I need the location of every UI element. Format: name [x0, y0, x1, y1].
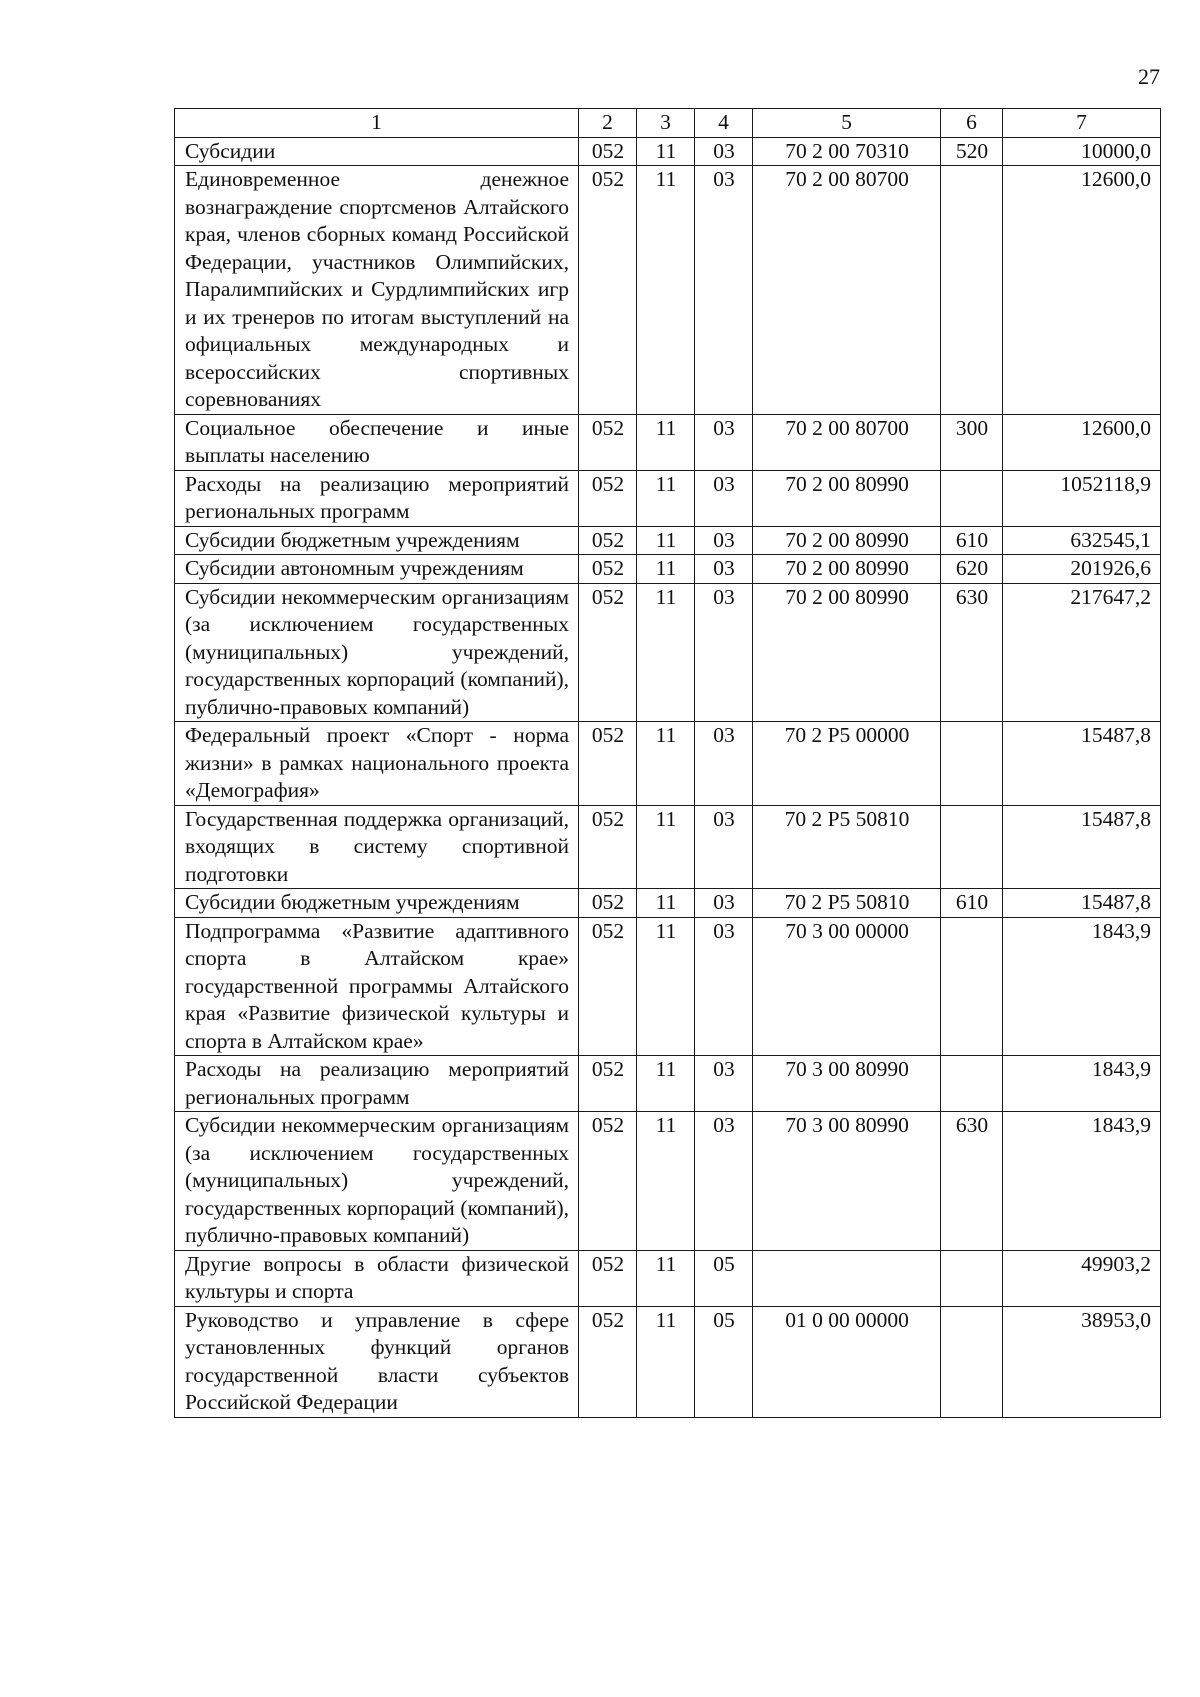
- row-vr-cell: 610: [941, 526, 1003, 555]
- row-ved-cell: 052: [579, 1306, 637, 1417]
- row-name-cell: Федеральный проект «Спорт - норма жизни» в рамках национального проекта «Демография»: [175, 722, 579, 806]
- row-csr-cell: [753, 1250, 941, 1306]
- row-csr-cell: 70 2 P5 50810: [753, 889, 941, 918]
- row-rz-cell: 11: [637, 1112, 695, 1251]
- row-csr-cell: 70 3 00 00000: [753, 917, 941, 1056]
- row-csr-cell: 70 3 00 80990: [753, 1056, 941, 1112]
- row-amount-cell: 12600,0: [1003, 166, 1161, 415]
- header-cell-3: 3: [637, 109, 695, 138]
- table-row: [175, 1250, 1161, 1306]
- row-pr-cell: 05: [695, 1250, 753, 1306]
- row-ved-cell: 052: [579, 1056, 637, 1112]
- row-vr-cell: 630: [941, 1112, 1003, 1251]
- table-row: [175, 722, 1161, 806]
- row-rz-cell: 11: [637, 805, 695, 889]
- row-ved-cell: 052: [579, 526, 637, 555]
- header-row: [175, 109, 1161, 138]
- row-rz-cell: 11: [637, 917, 695, 1056]
- row-vr-cell: [941, 722, 1003, 806]
- row-rz-cell: 11: [637, 889, 695, 918]
- row-pr-cell: 03: [695, 1112, 753, 1251]
- row-amount-cell: 1843,9: [1003, 1112, 1161, 1251]
- row-pr-cell: 03: [695, 414, 753, 470]
- row-rz-cell: 11: [637, 1250, 695, 1306]
- row-csr-cell: 70 2 P5 00000: [753, 722, 941, 806]
- row-csr-cell: 01 0 00 00000: [753, 1306, 941, 1417]
- table-row: [175, 470, 1161, 526]
- row-name-cell: Руководство и управление в сфере установленных функций органов государственной власти субъектов Российской Федерации: [175, 1306, 579, 1417]
- row-amount-cell: 1843,9: [1003, 917, 1161, 1056]
- row-pr-cell: 03: [695, 1056, 753, 1112]
- row-vr-cell: 610: [941, 889, 1003, 918]
- row-amount-cell: 38953,0: [1003, 1306, 1161, 1417]
- row-rz-cell: 11: [637, 722, 695, 806]
- row-csr-cell: 70 2 00 80700: [753, 414, 941, 470]
- row-ved-cell: 052: [579, 470, 637, 526]
- row-pr-cell: 03: [695, 805, 753, 889]
- row-name-cell: Социальное обеспечение и иные выплаты населению: [175, 414, 579, 470]
- row-vr-cell: 630: [941, 583, 1003, 722]
- row-pr-cell: 03: [695, 137, 753, 166]
- table-row: [175, 917, 1161, 1056]
- row-name-cell: Единовременное денежное вознаграждение спортсменов Алтайского края, членов сборных команд Российской Федерации, участников Олимпийских, Паралимпийских и Сурдлимпийских игр и их тренеров по итогам выступлений на официальных международных и всероссийских спортивных соревнованиях: [175, 166, 579, 415]
- row-amount-cell: 15487,8: [1003, 889, 1161, 918]
- row-pr-cell: 03: [695, 526, 753, 555]
- row-amount-cell: 201926,6: [1003, 555, 1161, 584]
- row-vr-cell: [941, 805, 1003, 889]
- row-amount-cell: 15487,8: [1003, 722, 1161, 806]
- row-rz-cell: 11: [637, 166, 695, 415]
- row-name-cell: Другие вопросы в области физической культуры и спорта: [175, 1250, 579, 1306]
- row-ved-cell: 052: [579, 889, 637, 918]
- row-name-cell: Субсидии автономным учреждениям: [175, 555, 579, 584]
- row-ved-cell: 052: [579, 166, 637, 415]
- row-vr-cell: [941, 470, 1003, 526]
- header-cell-1: 1: [175, 109, 579, 138]
- row-rz-cell: 11: [637, 137, 695, 166]
- budget-table: [174, 108, 1161, 1418]
- header-cell-6: 6: [941, 109, 1003, 138]
- row-vr-cell: [941, 1056, 1003, 1112]
- table-row: [175, 137, 1161, 166]
- row-amount-cell: 1052118,9: [1003, 470, 1161, 526]
- row-ved-cell: 052: [579, 1112, 637, 1251]
- row-name-cell: Субсидии некоммерческим организациям (за исключением государственных (муниципальных) учреждений, государственных корпораций (компаний), публично-правовых компаний): [175, 583, 579, 722]
- row-csr-cell: 70 2 P5 50810: [753, 805, 941, 889]
- header-cell-2: 2: [579, 109, 637, 138]
- row-pr-cell: 03: [695, 889, 753, 918]
- row-vr-cell: 300: [941, 414, 1003, 470]
- table-body: [175, 137, 1161, 1417]
- row-pr-cell: 05: [695, 1306, 753, 1417]
- row-rz-cell: 11: [637, 1056, 695, 1112]
- table-row: [175, 583, 1161, 722]
- row-ved-cell: 052: [579, 722, 637, 806]
- row-name-cell: Подпрограмма «Развитие адаптивного спорта в Алтайском крае» государственной программы Алтайского края «Развитие физической культуры и спорта в Алтайском крае»: [175, 917, 579, 1056]
- row-csr-cell: 70 2 00 80990: [753, 583, 941, 722]
- row-vr-cell: 520: [941, 137, 1003, 166]
- row-csr-cell: 70 2 00 80990: [753, 526, 941, 555]
- header-cell-7: 7: [1003, 109, 1161, 138]
- row-ved-cell: 052: [579, 414, 637, 470]
- row-rz-cell: 11: [637, 555, 695, 584]
- row-pr-cell: 03: [695, 555, 753, 584]
- row-amount-cell: 217647,2: [1003, 583, 1161, 722]
- row-csr-cell: 70 2 00 70310: [753, 137, 941, 166]
- row-rz-cell: 11: [637, 1306, 695, 1417]
- row-name-cell: Субсидии: [175, 137, 579, 166]
- row-csr-cell: 70 3 00 80990: [753, 1112, 941, 1251]
- table-row: [175, 889, 1161, 918]
- row-ved-cell: 052: [579, 583, 637, 722]
- header-cell-5: 5: [753, 109, 941, 138]
- row-amount-cell: 12600,0: [1003, 414, 1161, 470]
- row-rz-cell: 11: [637, 470, 695, 526]
- row-name-cell: Субсидии бюджетным учреждениям: [175, 526, 579, 555]
- row-pr-cell: 03: [695, 583, 753, 722]
- row-vr-cell: [941, 917, 1003, 1056]
- row-amount-cell: 15487,8: [1003, 805, 1161, 889]
- row-name-cell: Расходы на реализацию мероприятий региональных программ: [175, 1056, 579, 1112]
- row-vr-cell: [941, 1250, 1003, 1306]
- table-row: [175, 1056, 1161, 1112]
- row-ved-cell: 052: [579, 805, 637, 889]
- table-row: [175, 526, 1161, 555]
- row-amount-cell: 632545,1: [1003, 526, 1161, 555]
- table-row: [175, 1306, 1161, 1417]
- row-ved-cell: 052: [579, 1250, 637, 1306]
- header-cell-4: 4: [695, 109, 753, 138]
- row-name-cell: Субсидии некоммерческим организациям (за исключением государственных (муниципальных) учреждений, государственных корпораций (компаний), публично-правовых компаний): [175, 1112, 579, 1251]
- row-rz-cell: 11: [637, 583, 695, 722]
- row-pr-cell: 03: [695, 470, 753, 526]
- row-ved-cell: 052: [579, 555, 637, 584]
- table-row: [175, 805, 1161, 889]
- row-rz-cell: 11: [637, 526, 695, 555]
- row-amount-cell: 1843,9: [1003, 1056, 1161, 1112]
- row-name-cell: Субсидии бюджетным учреждениям: [175, 889, 579, 918]
- row-vr-cell: [941, 1306, 1003, 1417]
- table-row: [175, 166, 1161, 415]
- row-pr-cell: 03: [695, 722, 753, 806]
- row-vr-cell: [941, 166, 1003, 415]
- row-amount-cell: 49903,2: [1003, 1250, 1161, 1306]
- table-row: [175, 555, 1161, 584]
- row-name-cell: Расходы на реализацию мероприятий региональных программ: [175, 470, 579, 526]
- row-csr-cell: 70 2 00 80990: [753, 470, 941, 526]
- row-name-cell: Государственная поддержка организаций, входящих в систему спортивной подготовки: [175, 805, 579, 889]
- row-amount-cell: 10000,0: [1003, 137, 1161, 166]
- row-pr-cell: 03: [695, 917, 753, 1056]
- row-ved-cell: 052: [579, 917, 637, 1056]
- row-csr-cell: 70 2 00 80700: [753, 166, 941, 415]
- table-row: [175, 414, 1161, 470]
- page-number: 27: [1138, 64, 1160, 89]
- row-rz-cell: 11: [637, 414, 695, 470]
- row-ved-cell: 052: [579, 137, 637, 166]
- row-csr-cell: 70 2 00 80990: [753, 555, 941, 584]
- row-vr-cell: 620: [941, 555, 1003, 584]
- row-pr-cell: 03: [695, 166, 753, 415]
- table-row: [175, 1112, 1161, 1251]
